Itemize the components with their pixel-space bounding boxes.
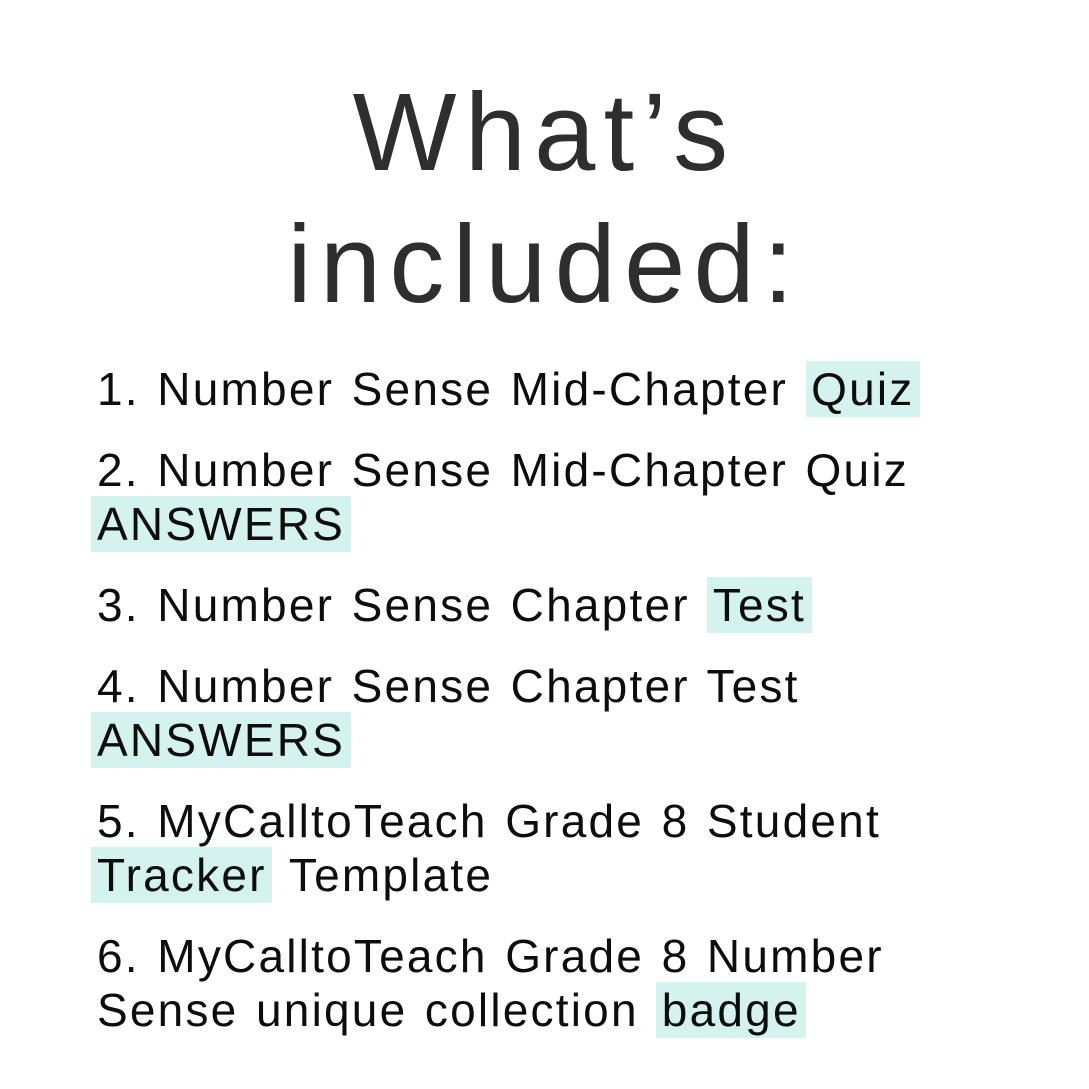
highlighted-text: Test xyxy=(707,577,811,633)
list-item-line xyxy=(97,659,1089,713)
list-item xyxy=(97,362,1089,416)
list-item xyxy=(97,578,1089,632)
list-item-line xyxy=(97,983,1089,1037)
page-title-line-1: What’s xyxy=(352,71,737,194)
list-item-line xyxy=(97,929,1089,983)
text-segment: 5. MyCalltoTeach Grade 8 Student xyxy=(97,795,881,847)
list-item xyxy=(97,443,1089,551)
highlighted-text: Tracker xyxy=(91,847,272,903)
list-item-line xyxy=(97,362,1089,416)
page-title xyxy=(0,67,1089,331)
included-list xyxy=(97,362,1089,1037)
list-item-line xyxy=(97,848,1089,902)
page-title-line-2: included: xyxy=(287,203,802,326)
list-item xyxy=(97,794,1089,902)
list-item-line xyxy=(97,497,1089,551)
text-segment: 4. Number Sense Chapter Test xyxy=(97,660,800,712)
list-item xyxy=(97,929,1089,1037)
highlighted-text: ANSWERS xyxy=(91,712,350,768)
list-item xyxy=(97,659,1089,767)
text-segment: 2. Number Sense Mid-Chapter Quiz xyxy=(97,444,909,496)
list-item-line xyxy=(97,713,1089,767)
text-segment: Sense unique collection xyxy=(97,984,657,1036)
highlighted-text: badge xyxy=(656,982,806,1038)
text-segment: 1. Number Sense Mid-Chapter xyxy=(97,363,806,415)
text-segment: 6. MyCalltoTeach Grade 8 Number xyxy=(97,930,884,982)
highlighted-text: Quiz xyxy=(806,361,920,417)
highlighted-text: ANSWERS xyxy=(91,496,350,552)
text-segment: 3. Number Sense Chapter xyxy=(97,579,708,631)
list-item-line xyxy=(97,578,1089,632)
text-segment: Template xyxy=(272,849,494,901)
list-item-line xyxy=(97,794,1089,848)
list-item-line xyxy=(97,443,1089,497)
